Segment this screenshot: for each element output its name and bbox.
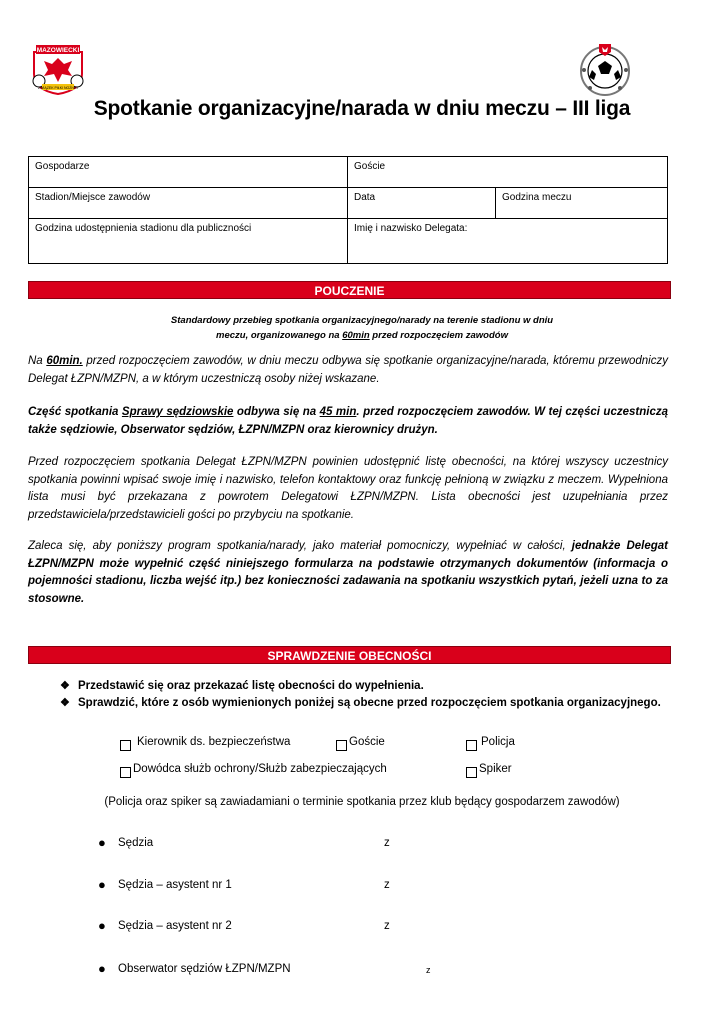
paragraph-4 [28,538,668,608]
attendee-label: Sędzia [118,836,154,849]
match-time-field[interactable] [496,188,668,219]
checkbox-commander-label: Dowódca służb ochrony/Służb zabezpieczających [133,763,387,775]
subnote-line2-b: przed rozpoczęciem zawodów [369,330,508,341]
date-label: Data [354,192,376,203]
bullet-dot-icon: ● [98,918,106,933]
subnote-line2-u: 60min [342,330,370,341]
checkbox-guests[interactable] [336,736,385,748]
attendee-row-assistant-2 [98,918,698,933]
attendance-bullets [60,678,661,712]
match-time-label: Godzina meczu [502,192,572,203]
checkbox-security-label: Kierownik ds. bezpieczeństwa [137,736,291,748]
bullet-2: Sprawdzić, które z osób wymienionych poniżej są obecne przed rozpoczęciem spotkania organizacyjnego. [78,697,661,709]
pzpn-logo [572,40,638,98]
guests-label: Goście [354,161,386,172]
svg-text:ZWIĄZEK PIŁKI NOŻNEJ: ZWIĄZEK PIŁKI NOŻNEJ [37,86,79,90]
bullet-dot-icon: ● [98,877,106,892]
bullet-dot-icon: ● [98,835,106,850]
attendee-row-referee [98,835,698,850]
bullet-dot-icon: ● [98,961,106,976]
diamond-bullet-icon: ❖ [60,697,70,709]
checkbox-security-manager[interactable] [120,736,290,748]
paragraph-1 [28,353,668,388]
attendee-row-observer [98,961,698,976]
p2-c: . przed rozpoczęciem zawodów. W tej części uczestniczą także sędziowie, Obserwator sędziów, ŁZPN/MZPN oraz kierownicy drużyn. [28,406,668,436]
p2-u1: Sprawy sędziowskie [121,406,234,418]
attendee-label: Sędzia – asystent nr 1 [118,878,232,891]
hosts-field[interactable] [29,157,348,188]
mazowiecki-zpn-logo [28,44,88,96]
checkbox-icon[interactable] [336,740,347,751]
checkbox-icon[interactable] [120,740,131,751]
paragraph-2 [28,404,668,439]
police-speaker-note: (Policja oraz spiker są zawiadamiani o terminie spotkania przez klub będący gospodarzem zawodów) [104,796,620,808]
attendance-header: SPRAWDZENIE OBECNOŚCI [28,646,671,664]
bullet-1: Przedstawić się oraz przekazać listę obecności do wypełnienia. [78,680,424,692]
attendee-row-assistant-1 [98,877,698,892]
stadium-label: Stadion/Miejsce zawodów [35,192,151,203]
p2-b: odbywa się na [233,406,320,418]
p4-a: Zaleca się, aby poniższy program spotkania/narady, jako materiał pomocniczy, wypełniać w całości, [28,540,572,552]
diamond-bullet-icon: ❖ [60,680,70,692]
checkbox-guests-label: Goście [349,736,385,748]
checkbox-speaker-label: Spiker [479,763,512,775]
p1-a: Na [28,355,47,367]
p2-u2: 45 min [319,406,357,418]
date-field[interactable] [348,188,496,219]
stadium-field[interactable] [29,188,348,219]
p4-b: jednakże Delegat ŁZPN/MZPN może wypełnić część niniejszego formularza na podstawie otrzymanych dokumentów (informacja o pojemności stadionu, liczba wejść itp.) bez konieczności zadawania na spotkaniu wszystkich pytań, jeżeli uzna to za stosowne. [28,540,668,605]
p1-b: przed rozpoczęciem zawodów, w dniu meczu odbywa się spotkanie organizacyjne/narada, któremu przewodniczy Delegat ŁZPN/MZPN, a w którym uczestniczą osoby niżej wskazane. [28,355,668,385]
hosts-label: Gospodarze [35,161,90,172]
p2-a: Część spotkania [28,406,122,418]
checkbox-icon[interactable] [120,767,131,778]
attendee-z: z [384,836,390,849]
attendee-label: Obserwator sędziów ŁZPN/MZPN [118,962,291,975]
attendee-z: z [426,965,431,975]
checkbox-police[interactable] [466,736,515,748]
opening-time-field[interactable] [29,219,348,264]
pouczenie-subnote [0,313,724,343]
subnote-line1: Standardowy przebieg spotkania organizacyjnego/narady na terenie stadionu w dniu [170,315,554,326]
page-title: Spotkanie organizacyjne/narada w dniu meczu – III liga [93,97,631,120]
checkbox-security-commander[interactable] [120,763,387,775]
paragraph-3: Przed rozpoczęciem spotkania Delegat ŁZPN/MZPN powinien udostępnić listę obecności, na której wszyscy uczestnicy spotkania powinni wpisać swoje imię i nazwisko, telefon kontaktowy oraz funkcję pełnioną w związku z meczem. Wypełniona lista musi być przekazana z powrotem Delegatowi ŁZPN/MZPN. Lista obecności jest uzupełniania przez przedstawiciela/przedstawicieli gości po przybyciu na spotkanie. [28,456,668,521]
attendee-label: Sędzia – asystent nr 2 [118,919,232,932]
attendee-z: z [384,919,390,932]
pouczenie-header: POUCZENIE [28,281,671,299]
delegate-field[interactable] [348,219,668,264]
svg-text:MAZOWIECKI: MAZOWIECKI [36,47,80,54]
checkbox-icon[interactable] [466,767,477,778]
match-info-table [28,156,668,264]
delegate-label: Imię i nazwisko Delegata: [354,223,468,234]
attendee-z: z [384,878,390,891]
checkbox-icon[interactable] [466,740,477,751]
guests-field[interactable] [348,157,668,188]
subnote-line2-a: meczu, organizowanego na [216,330,343,341]
checkbox-speaker[interactable] [466,763,512,775]
checkbox-police-label: Policja [481,736,515,748]
p1-u: 60min. [46,355,83,367]
opening-time-label: Godzina udostępnienia stadionu dla publiczności [35,223,252,234]
